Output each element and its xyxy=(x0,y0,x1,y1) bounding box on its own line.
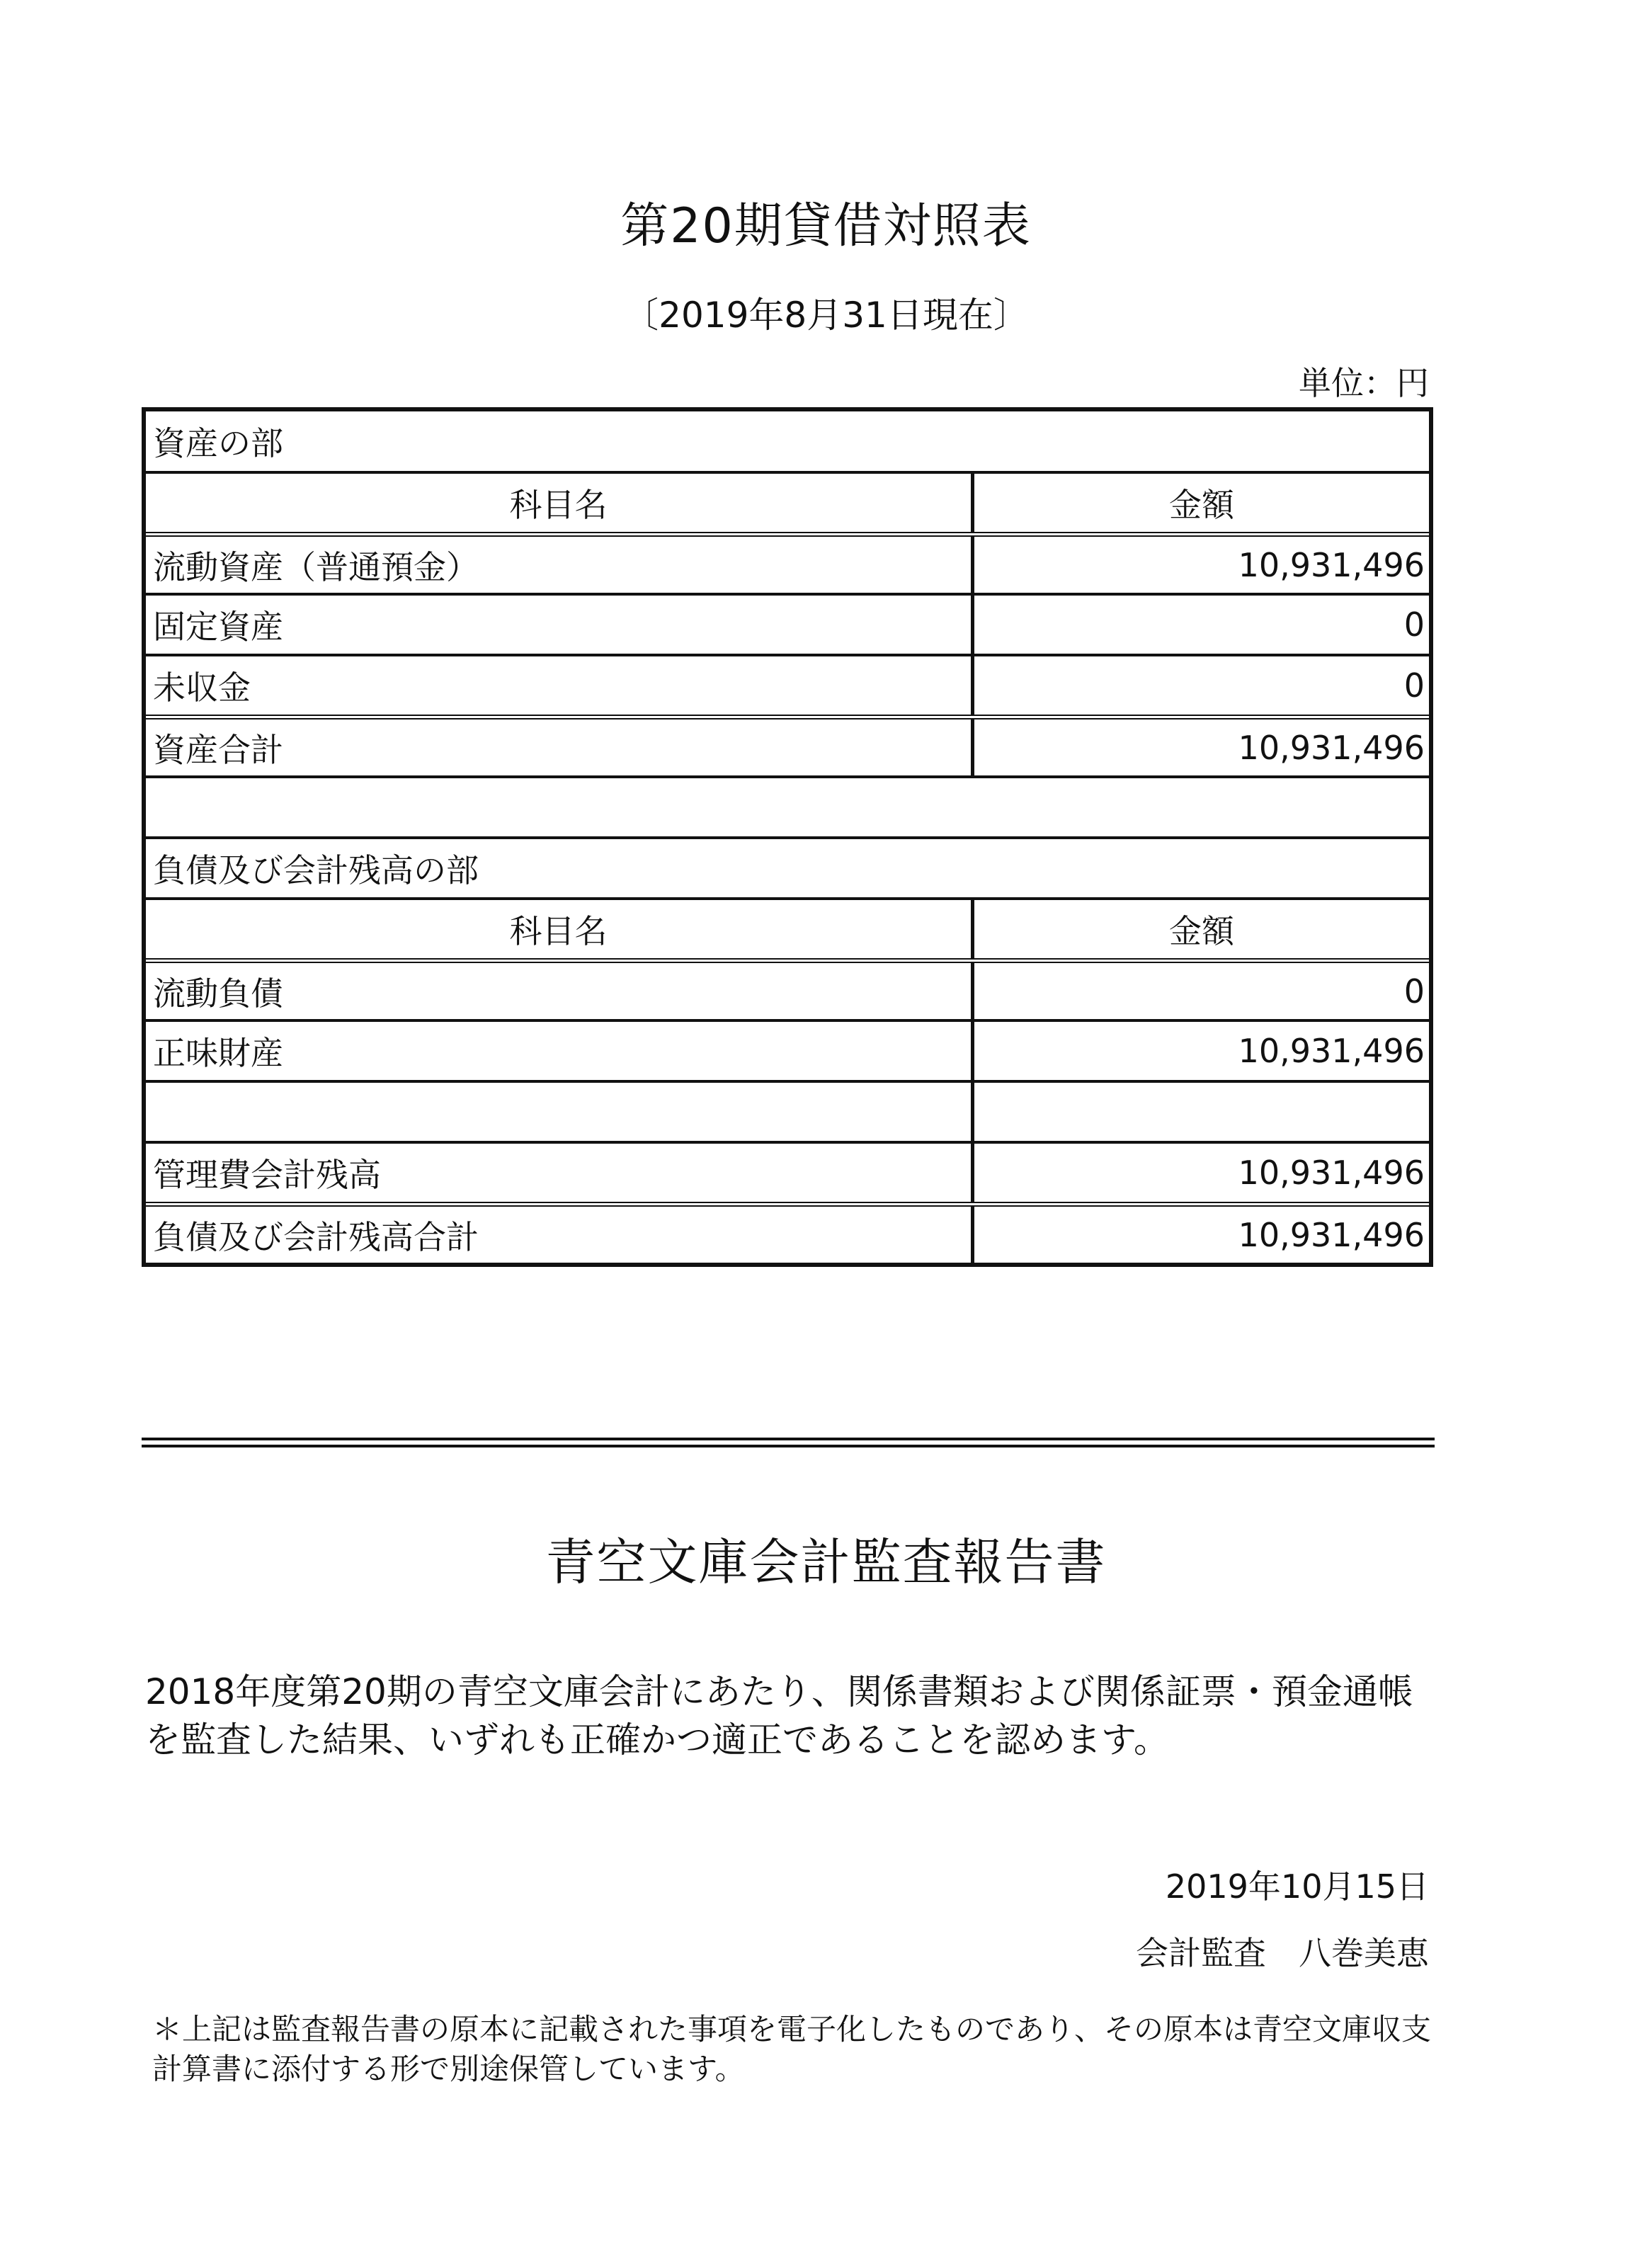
col-header-name: 科目名 xyxy=(146,474,974,532)
table-row xyxy=(146,532,1429,593)
row-amount: 0 xyxy=(1403,605,1425,644)
section-divider xyxy=(142,1438,1435,1447)
row-amount: 10,931,496 xyxy=(1238,1032,1425,1070)
row-amount xyxy=(974,1083,1429,1141)
row-name: 流動資産（普通預金） xyxy=(146,537,974,593)
table-row xyxy=(146,1141,1429,1202)
table-row xyxy=(146,1019,1429,1080)
table-row xyxy=(146,958,1429,1019)
col-header-amount: 金額 xyxy=(1169,486,1234,524)
assets-heading: 資産の部 xyxy=(153,424,283,462)
auditor-signature: 会計監査 八巻美恵 xyxy=(1136,1934,1429,1972)
row-amount: 10,931,496 xyxy=(1238,1215,1425,1254)
row-amount: 10,931,496 xyxy=(1238,1154,1425,1192)
row-amount: 0 xyxy=(1403,972,1425,1011)
row-name: 未収金 xyxy=(146,656,974,715)
row-name: 管理費会計残高 xyxy=(146,1144,974,1202)
audit-report-title: 青空文庫会計監査報告書 xyxy=(545,1533,1107,1591)
row-amount: 10,931,496 xyxy=(1238,728,1425,767)
liabilities-heading-row xyxy=(146,836,1429,897)
table-row xyxy=(146,654,1429,715)
table-row-total xyxy=(146,715,1429,775)
audit-report-body: 2018年度第20期の青空文庫会計にあたり、関係書類および関係証票・預金通帳を監査した結果、いずれも正確かつ適正であることを認めます。 xyxy=(145,1671,1413,1760)
table-row xyxy=(146,593,1429,654)
row-name: 資産合計 xyxy=(146,719,974,775)
row-name: 流動負債 xyxy=(146,963,974,1019)
col-header-amount: 金額 xyxy=(1169,912,1234,950)
row-name xyxy=(146,1083,974,1141)
balance-sheet-title: 第20期貸借対照表 xyxy=(620,198,1032,254)
liabilities-heading: 負債及び会計残高の部 xyxy=(153,851,479,889)
row-name: 固定資産 xyxy=(146,596,974,654)
col-header-name: 科目名 xyxy=(146,900,974,958)
row-name: 負債及び会計残高合計 xyxy=(146,1207,974,1263)
footnote: ＊上記は監査報告書の原本に記載された事項を電子化したものであり、その原本は青空文庫収支計算書に添付する形で別途保管しています。 xyxy=(152,2012,1432,2086)
table-row-total xyxy=(146,1202,1429,1263)
blank-cell xyxy=(146,778,1429,836)
assets-header-row xyxy=(146,471,1429,532)
row-amount: 10,931,496 xyxy=(1238,545,1425,584)
assets-heading-row xyxy=(146,411,1429,471)
balance-sheet-date: 〔2019年8月31日現在〕 xyxy=(623,295,1029,336)
row-name: 正味財産 xyxy=(146,1022,974,1080)
audit-report-date: 2019年10月15日 xyxy=(1165,1867,1429,1906)
blank-row xyxy=(146,775,1429,836)
row-amount: 0 xyxy=(1403,666,1425,705)
balance-sheet-table xyxy=(142,407,1433,1267)
liabilities-header-row xyxy=(146,897,1429,958)
table-row xyxy=(146,1080,1429,1141)
unit-label: 単位：円 xyxy=(1299,364,1429,402)
